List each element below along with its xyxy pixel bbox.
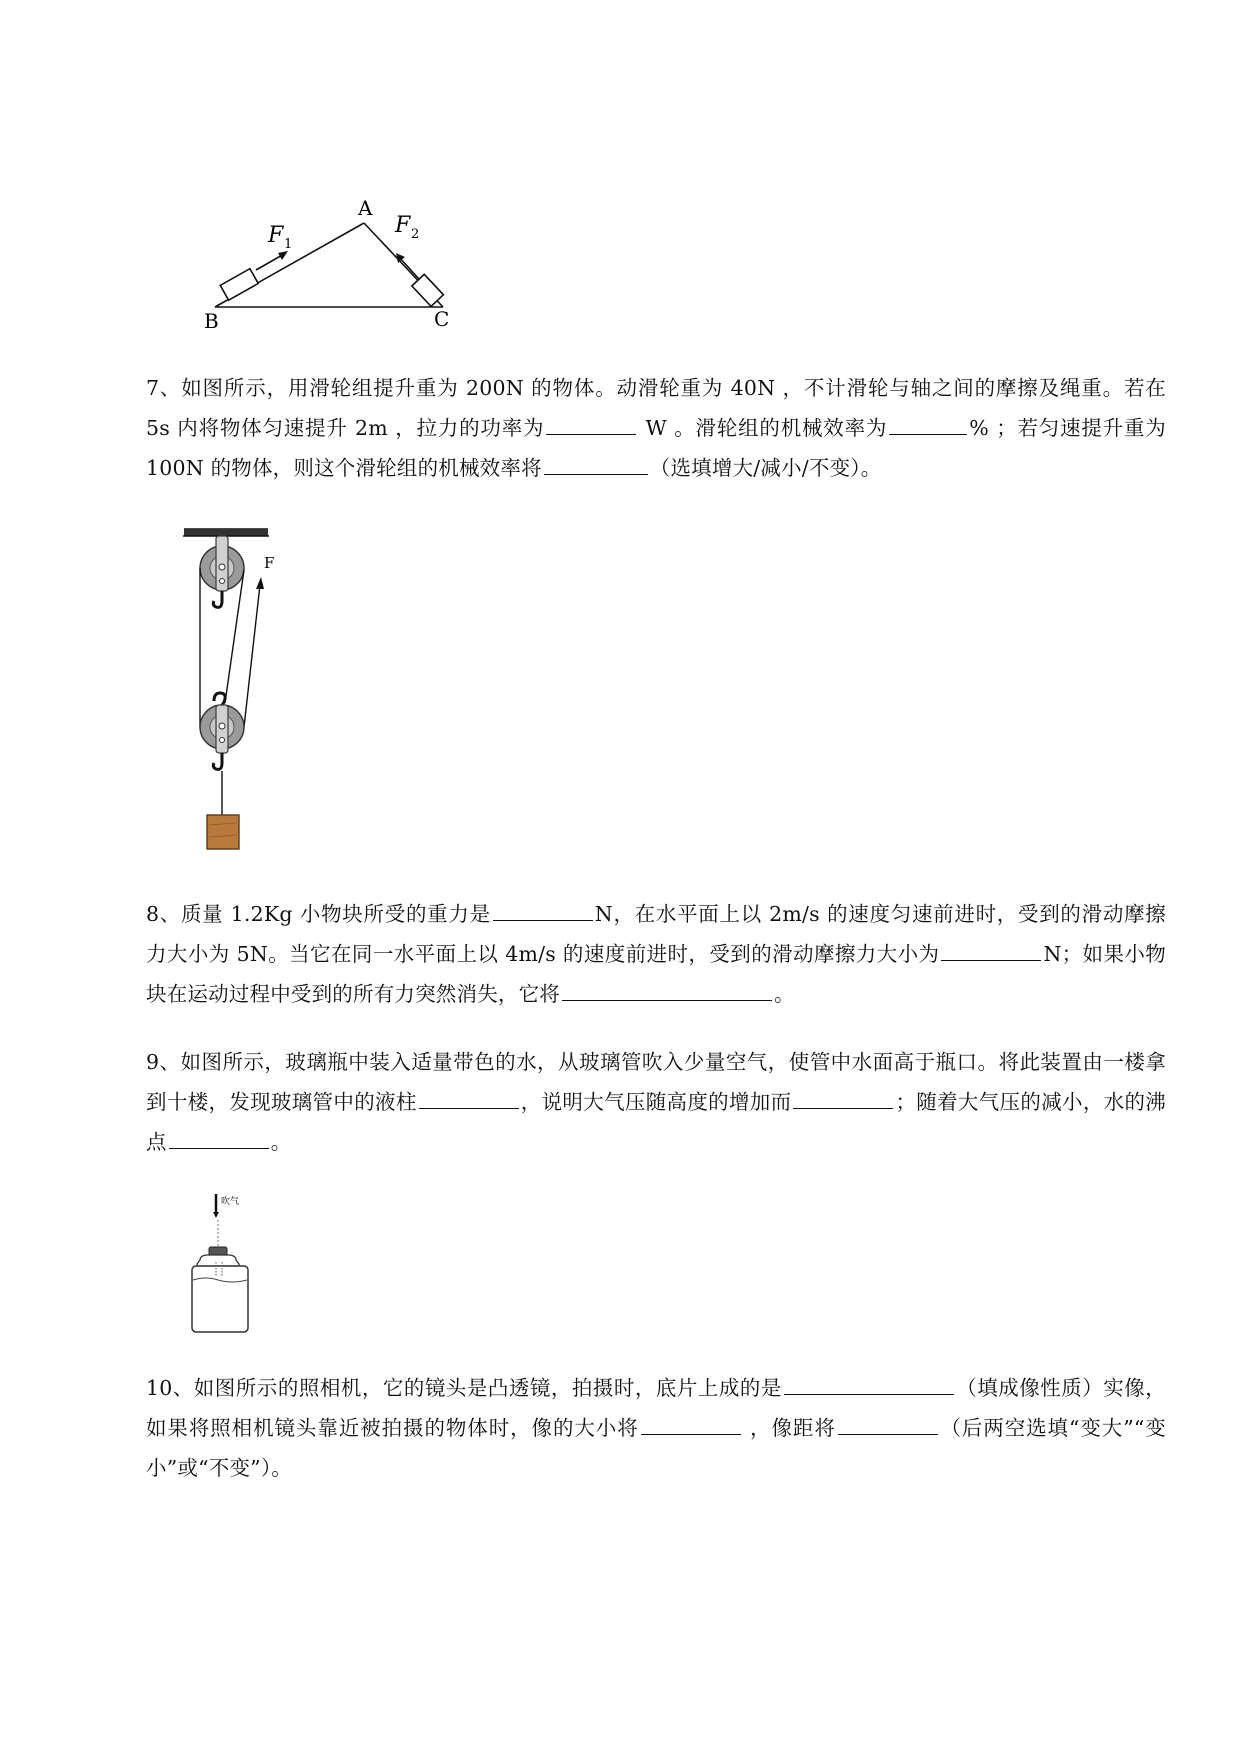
- q9-blank-column[interactable]: [419, 1086, 519, 1109]
- label-c: C: [434, 307, 450, 330]
- label-f1-sub: 1: [284, 237, 293, 252]
- question-7: 7、如图所示，用滑轮组提升重为 200N 的物体。动滑轮重为 40N ，不计滑轮与轴之间的摩擦及绳重。若在 5s 内将物体匀速提升 2m ，拉力的功率为 W 。滑轮组的机械效率为 % ；若匀速提升重为 100N 的物体，则这个滑轮组的机械效率将 （选填增大/减小/不变）。: [146, 376, 1166, 480]
- label-f2-sub: 2: [411, 227, 420, 242]
- bottle-body: [192, 1266, 248, 1332]
- bottle-neck: [197, 1255, 239, 1266]
- q8-blank-motion[interactable]: [562, 978, 772, 1001]
- movable-pulley-hook: [213, 753, 222, 769]
- weight-block: [207, 815, 239, 849]
- block-b: [220, 269, 258, 301]
- q9-blank-pressure[interactable]: [793, 1086, 893, 1109]
- fixed-pulley-hook: [213, 591, 222, 607]
- label-b: B: [204, 309, 219, 330]
- bottle-figure: [188, 1192, 268, 1342]
- force-arrowhead: [256, 577, 264, 589]
- question-9: 9、如图所示，玻璃瓶中装入适量带色的水，从玻璃管吹入少量空气，使管中水面高于瓶口。将此装置由一楼拿到十楼，发现玻璃管中的液柱 ，说明大气压随高度的增加而 ；随着大气压的减小，水的沸点 。: [146, 1050, 1166, 1154]
- question-10: 10、如图所示的照相机，它的镜头是凸透镜，拍摄时，底片上成的是 （填成像性质）实像，如果将照相机镜头靠近被拍摄的物体时，像的大小将 ，像距将 （后两空选填“变大”“变小”或“不变”）。: [146, 1368, 1166, 1488]
- ceiling-hatch: [184, 529, 268, 536]
- q7-blank-power[interactable]: [546, 412, 636, 435]
- q10-blank-image-distance[interactable]: [838, 1412, 938, 1435]
- question-8: 8、质量 1.2Kg 小物块所受的重力是 N，在水平面上以 2m/s 的速度匀速前进时，受到的滑动摩擦力大小为 5N。当它在同一水平面上以 4m/s 的速度前进时，受到的滑动摩擦力大小为 N；如果小物块在运动过程中受到的所有力突然消失，它将 。: [146, 894, 1166, 1014]
- q8-blank-friction[interactable]: [941, 938, 1041, 961]
- q7-blank-efficiency[interactable]: [889, 412, 967, 435]
- force-f2-arrow: [399, 257, 419, 279]
- q7-blank-change[interactable]: [544, 452, 648, 475]
- force-f1-arrowhead: [278, 251, 288, 260]
- q10-blank-image-nature[interactable]: [784, 1372, 954, 1395]
- force-f1-arrow: [256, 254, 284, 270]
- label-f2: F: [395, 213, 411, 238]
- rope-pull: [244, 585, 260, 727]
- label-a: A: [358, 196, 373, 220]
- label-blow: 吹气: [221, 1197, 240, 1207]
- q8-blank-gravity[interactable]: [493, 898, 593, 921]
- incline-figure: [200, 190, 460, 330]
- label-f1: F: [268, 223, 284, 248]
- pulley-figure: [176, 525, 296, 860]
- label-force: F: [264, 554, 275, 572]
- q10-blank-image-size[interactable]: [641, 1412, 741, 1435]
- q9-blank-boiling[interactable]: [169, 1126, 269, 1149]
